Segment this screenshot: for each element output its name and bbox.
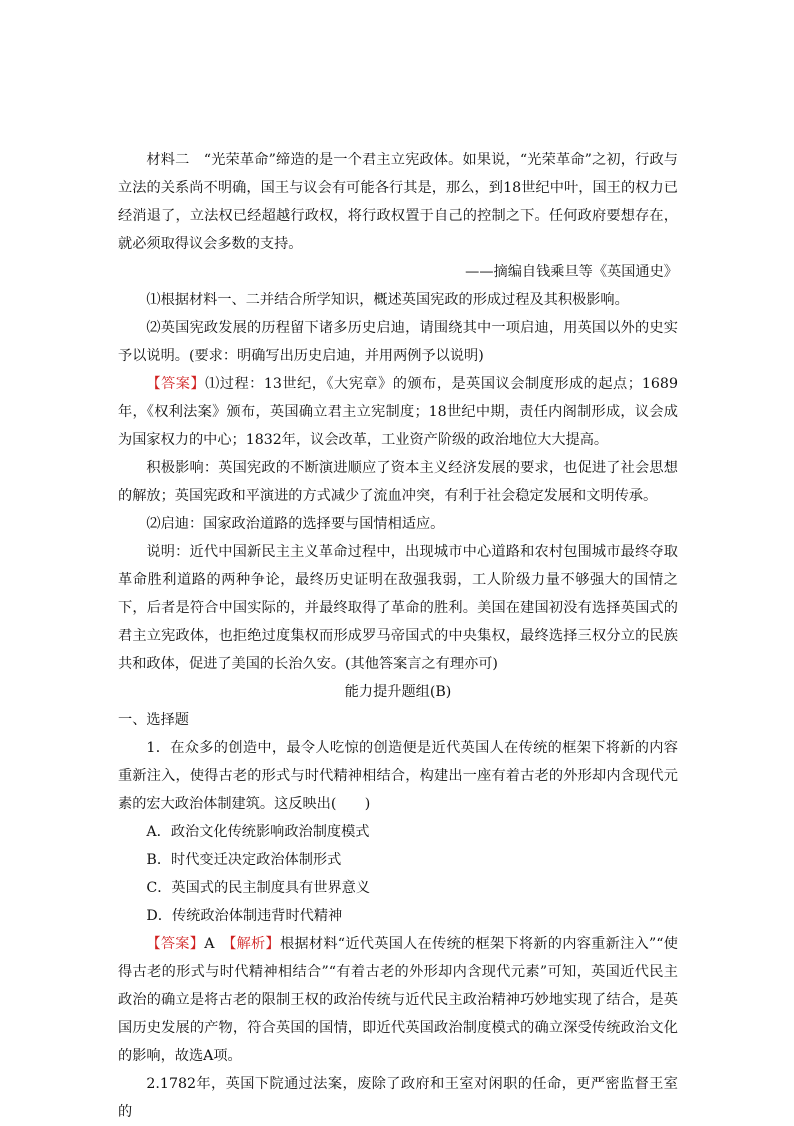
answer-tag-2: 【答案】 <box>146 936 205 952</box>
part-title: 一、选择题 <box>118 712 189 728</box>
answer-influence: 积极影响：英国宪政的不断演进顺应了资本主义经济发展的要求，也促进了社会思想的解放；英国宪政和平演进的方式减少了流血冲突，有利于社会稳定发展和文明传承。 <box>118 460 678 504</box>
question-two: ⑵英国宪政发展的历程留下诸多历史启迪，请围绕其中一项启迪，用英国以外的史实予以说明。(要求：明确写出历史启迪，并用两例予以说明) <box>118 320 678 364</box>
answer-one-text: ⑴过程：13世纪，《大宪章》的颁布，是英国议会制度形成的起点；1689年，《权利法案》颁布，英国确立君主立宪制度；18世纪中期，责任内阁制形成，议会成为国家权力的中心；1832年，议会改革，工业资产阶级的政治地位大大提高。 <box>118 376 678 448</box>
answer-tag: 【答案】 <box>146 376 206 392</box>
analysis-text: 根据材料“近代英国人在传统的框架下将新的内容重新注入”“使得古老的形式与时代精神相结合”“有着古老的外形却内含现代元素”可知，英国近代民主政治的确立是将古老的限制王权的政治传统与近代民主政治精神巧妙地实现了结合，是英国历史发展的产物，符合英国的国情，即近代英国政治制度模式的确立深受传统政治文化的影响，故选A项。 <box>118 936 678 1064</box>
answer-one <box>118 370 678 454</box>
option-b: B．时代变迁决定政治体制形式 <box>146 852 342 868</box>
option-a: A．政治文化传统影响政治制度模式 <box>146 824 370 840</box>
analysis-tag: 【解析】 <box>229 936 280 952</box>
option-c: C．英国式的民主制度具有世界意义 <box>146 880 371 896</box>
material-two-paragraph: 材料二 “光荣革命”缔造的是一个君主立宪政体。如果说，“光荣革命”之初，行政与立法的关系尚不明确，国王与议会有可能各行其是，那么，到18世纪中叶，国王的权力已经消退了，立法权已经超越行政权，将行政权置于自己的控制之下。任何政府要想存在，就必须取得议会多数的支持。 <box>118 152 678 252</box>
answer-analysis <box>118 930 678 1070</box>
option-d: D．传统政治体制违背时代精神 <box>146 908 343 924</box>
choice-question-2: 2.1782年，英国下院通过法案，废除了政府和王室对闲职的任命，更严密监督王室的 <box>118 1076 678 1120</box>
answer-two: ⑵启迪：国家政治道路的选择要与国情相适应。 <box>146 516 445 532</box>
section-title: 能力提升题组(B) <box>344 684 452 700</box>
answer-letter: A <box>204 936 230 952</box>
material-two-source: ——摘编自钱乘旦等《英国通史》 <box>465 264 678 280</box>
answer-explain: 说明：近代中国新民主主义革命过程中，出现城市中心道路和农村包围城市最终夺取革命胜利道路的两种争论，最终历史证明在敌强我弱，工人阶级力量不够强大的国情之下，后者是符合中国实际的，并最终取得了革命的胜利。美国在建国初没有选择英国式的君主立宪政体，也拒绝过度集权而形成罗马帝国式的中央集权，最终选择三权分立的民族共和政体，促进了美国的长治久安。(其他答案言之有理亦可) <box>118 544 678 672</box>
choice-question-1: 1．在众多的创造中，最令人吃惊的创造便是近代英国人在传统的框架下将新的内容重新注入，使得古老的形式与时代精神相结合，构建出一座有着古老的外形却内含现代元素的宏大政治体制建筑。这反映出( ) <box>118 740 678 812</box>
document-page <box>118 146 678 1126</box>
question-one: ⑴根据材料一、二并结合所学知识，概述英国宪政的形成过程及其积极影响。 <box>146 292 629 308</box>
